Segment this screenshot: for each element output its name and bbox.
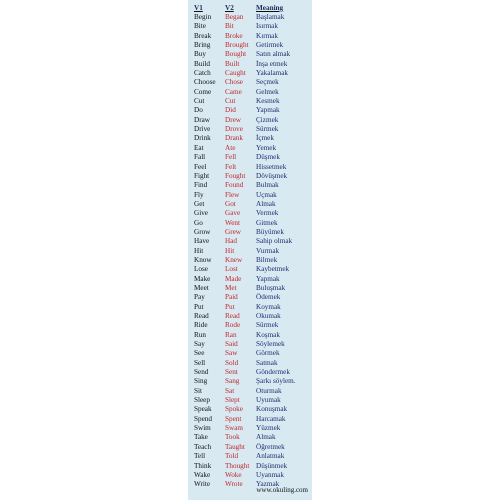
verb-v1: Sleep [194, 396, 210, 405]
verb-v2: Did [225, 106, 236, 115]
verb-v1: Feel [194, 162, 207, 171]
verb-v1: Eat [194, 143, 204, 152]
table-row [194, 88, 312, 97]
verb-v2: Went [225, 218, 240, 227]
verb-v1: Ride [194, 321, 208, 330]
verb-v1: Fly [194, 190, 204, 199]
table-row [194, 97, 312, 106]
verb-meaning: Satmak [256, 358, 278, 367]
verb-v1: Wake [194, 470, 211, 479]
verb-v1: Pay [194, 293, 205, 302]
verb-v2: Ate [225, 143, 236, 152]
header-v2: V2 [225, 4, 234, 12]
table-row [194, 387, 312, 396]
verb-v1: Give [194, 209, 208, 218]
verb-meaning: Gitmek [256, 218, 278, 227]
verb-meaning: Öğretmek [256, 442, 285, 451]
verb-v2: Woke [225, 470, 242, 479]
table-row [194, 312, 312, 321]
verb-v2: Brought [225, 41, 249, 50]
table-row [194, 78, 312, 87]
verb-v1: Have [194, 237, 210, 246]
verb-v2: Met [225, 283, 237, 292]
table-row [194, 321, 312, 330]
table-row [194, 368, 312, 377]
verb-v1: Say [194, 340, 205, 349]
verb-v2: Got [225, 199, 236, 208]
verb-v2: Came [225, 87, 242, 96]
verb-v1: Come [194, 87, 212, 96]
verb-v2: Sat [225, 386, 235, 395]
verb-v2: Chose [225, 78, 243, 87]
verb-v1: Grow [194, 227, 211, 236]
verb-v2: Put [225, 302, 235, 311]
verb-meaning: Kesmek [256, 97, 280, 106]
verb-meaning: İçmek [256, 134, 274, 143]
verb-v2: Rode [225, 321, 241, 330]
verb-meaning: Düşmek [256, 153, 280, 162]
table-row [194, 13, 312, 22]
verb-v2: Told [225, 452, 239, 461]
verb-meaning: Şarkı söylem. [256, 377, 296, 386]
table-row [194, 50, 312, 59]
verb-v2: Felt [225, 162, 237, 171]
verb-meaning: Başlamak [256, 13, 285, 21]
table-row [194, 424, 312, 433]
table-row [194, 284, 312, 293]
table-row [194, 60, 312, 69]
verb-v2: Fell [225, 153, 237, 162]
verb-v2: Knew [225, 255, 243, 264]
verb-meaning: Okumak [256, 312, 281, 320]
table-row [194, 377, 312, 386]
verb-v1: Tell [194, 452, 206, 461]
table-row [194, 163, 312, 172]
verb-v1: See [194, 349, 205, 358]
verb-v1: Find [194, 181, 208, 190]
table-row [194, 191, 312, 200]
verb-v1: Bring [194, 41, 211, 50]
verb-v2: Cut [225, 97, 236, 106]
table-row [194, 69, 312, 78]
table-row [194, 452, 312, 461]
table-row [194, 237, 312, 246]
table-row [194, 219, 312, 228]
verb-v2: Drove [225, 125, 243, 134]
verb-v1: Meet [194, 283, 209, 292]
verb-meaning: Isırmak [256, 22, 278, 31]
verb-v2: Sent [225, 368, 238, 377]
verb-v2: Saw [225, 349, 238, 358]
verb-v1: Put [194, 302, 204, 311]
verb-v2: Hit [225, 246, 235, 255]
verb-v1: Buy [194, 50, 206, 59]
verb-v2: Built [225, 59, 240, 68]
verb-meaning: Görmek [256, 349, 280, 358]
table-row [194, 275, 312, 284]
verb-v2: Found [225, 181, 244, 190]
verb-v2: Ran [225, 330, 237, 339]
verb-meaning: Vurmak [256, 246, 280, 255]
verb-meaning: Kırmak [256, 31, 278, 40]
verb-meaning: Düşünmek [256, 461, 288, 470]
verb-meaning: Yapmak [256, 274, 280, 283]
verb-meaning: Yüzmek [256, 424, 281, 433]
verb-meaning: Getirmek [256, 41, 284, 50]
verb-meaning: İnşa etmek [256, 59, 288, 68]
verb-v1: Take [194, 433, 208, 442]
verb-v1: Lose [194, 265, 208, 274]
verb-v1: Sit [194, 386, 202, 395]
verb-v2: Flew [225, 190, 240, 199]
table-row [194, 359, 312, 368]
verb-meaning: Yazmak [256, 480, 280, 489]
verb-v2: Caught [225, 69, 246, 78]
verb-v1: Begin [194, 13, 212, 21]
verb-meaning: Almak [256, 433, 276, 442]
table-row [194, 228, 312, 237]
verb-v1: Spend [194, 414, 212, 423]
verb-v1: Do [194, 106, 203, 115]
table-row [194, 153, 312, 162]
verb-v1: Build [194, 59, 210, 68]
verb-meaning: Hissetmek [256, 162, 287, 171]
verb-meaning: Kaybetmek [256, 265, 290, 274]
verb-table-sheet [188, 0, 312, 500]
verb-v2: Taught [225, 442, 245, 451]
table-row [194, 396, 312, 405]
table-row [194, 256, 312, 265]
verb-v1: Fight [194, 171, 210, 180]
verb-v1: Write [194, 480, 211, 489]
verb-v2: Slept [225, 396, 240, 405]
table-row [194, 247, 312, 256]
table-row [194, 181, 312, 190]
verb-v2: Broke [225, 31, 243, 40]
verb-meaning: Yakalamak [256, 69, 289, 78]
verb-meaning: Dövüşmek [256, 171, 288, 180]
verb-v1: Drink [194, 134, 211, 143]
verb-meaning: Yemek [256, 143, 277, 152]
table-row [194, 293, 312, 302]
verb-meaning: Uçmak [256, 190, 277, 199]
verb-v2: Read [225, 312, 240, 320]
verb-v2: Bought [225, 50, 247, 59]
verb-v2: Fought [225, 171, 246, 180]
verb-v2: Made [225, 274, 242, 283]
website-footer: www.okuling.com [256, 486, 308, 494]
verb-v1: Bite [194, 22, 206, 31]
table-row [194, 144, 312, 153]
verb-v1: Choose [194, 78, 216, 87]
verb-meaning: Göndermek [256, 368, 290, 377]
verb-meaning: Bulmak [256, 181, 279, 190]
table-row [194, 125, 312, 134]
verb-v1: Drive [194, 125, 211, 134]
verb-v2: Sold [225, 358, 239, 367]
verb-v2: Gave [225, 209, 241, 218]
verb-v1: Read [194, 312, 209, 320]
verb-meaning: Buluşmak [256, 283, 286, 292]
verb-meaning: Ödemek [256, 293, 281, 302]
verb-v2: Said [225, 340, 238, 349]
verb-meaning: Çizmek [256, 115, 279, 124]
verb-v2: Bit [225, 22, 234, 31]
verb-meaning: Koymak [256, 302, 281, 311]
verb-v1: Speak [194, 405, 212, 414]
table-row [194, 200, 312, 209]
table-row [194, 172, 312, 181]
table-row [194, 116, 312, 125]
table-row [194, 349, 312, 358]
verb-v2: Thought [225, 461, 250, 470]
verb-meaning: Sahip olmak [256, 237, 293, 246]
verb-meaning: Konuşmak [256, 405, 288, 414]
table-row [194, 405, 312, 414]
table-row [194, 134, 312, 143]
verb-meaning: Büyümek [256, 227, 284, 236]
table-row [194, 331, 312, 340]
verb-meaning: Uyumak [256, 396, 281, 405]
table-row [194, 22, 312, 31]
verb-v2: Swam [225, 424, 243, 433]
table-row [194, 303, 312, 312]
verb-v1: Draw [194, 115, 210, 124]
header-v1: V1 [194, 4, 203, 12]
header-meaning: Meaning [256, 4, 284, 12]
verb-v1: Sing [194, 377, 208, 386]
verb-meaning: Koşmak [256, 330, 280, 339]
verb-meaning: Almak [256, 199, 276, 208]
verb-meaning: Yapmak [256, 106, 280, 115]
table-row [194, 41, 312, 50]
verb-v2: Wrote [225, 480, 243, 489]
table-row [194, 443, 312, 452]
verb-v1: Go [194, 218, 203, 227]
verb-v1: Send [194, 368, 209, 377]
verb-meaning: Seçmek [256, 78, 279, 87]
verb-meaning: Anlatmak [256, 452, 285, 461]
verb-v2: Lost [225, 265, 238, 274]
table-row [194, 106, 312, 115]
verb-v1: Catch [194, 69, 211, 78]
verb-meaning: Bilmek [256, 255, 278, 264]
verb-v2: Drank [225, 134, 243, 143]
verb-v1: Cut [194, 97, 205, 106]
verb-list [194, 13, 312, 490]
verb-v2: Drew [225, 115, 241, 124]
table-row [194, 415, 312, 424]
table-row [194, 462, 312, 471]
verb-v1: Hit [194, 246, 204, 255]
verb-v1: Think [194, 461, 212, 470]
verb-v1: Sell [194, 358, 206, 367]
verb-meaning: Satın almak [256, 50, 291, 59]
verb-v1: Swim [194, 424, 211, 433]
table-row [194, 32, 312, 41]
verb-v1: Know [194, 255, 212, 264]
verb-meaning: Vermek [256, 209, 279, 218]
verb-meaning: Harcamak [256, 414, 286, 423]
verb-meaning: Gelmek [256, 87, 279, 96]
verb-v2: Paid [225, 293, 238, 302]
verb-v1: Teach [194, 442, 212, 451]
verb-v1: Run [194, 330, 206, 339]
verb-v1: Make [194, 274, 211, 283]
verb-v1: Fall [194, 153, 206, 162]
table-row [194, 209, 312, 218]
verb-meaning: Uyanmak [256, 470, 284, 479]
verb-v2: Had [225, 237, 237, 246]
table-row [194, 265, 312, 274]
verb-v2: Spent [225, 414, 242, 423]
verb-v2: Sang [225, 377, 240, 386]
table-row [194, 471, 312, 480]
verb-v2: Took [225, 433, 240, 442]
table-row [194, 433, 312, 442]
verb-v2: Began [225, 13, 244, 21]
verb-v2: Spoke [225, 405, 243, 414]
table-row [194, 340, 312, 349]
verb-meaning: Söylemek [256, 340, 285, 349]
verb-v2: Grew [225, 227, 241, 236]
verb-v1: Get [194, 199, 205, 208]
verb-meaning: Sürmek [256, 321, 279, 330]
verb-v1: Break [194, 31, 212, 40]
verb-meaning: Oturmak [256, 386, 282, 395]
verb-meaning: Sürmek [256, 125, 279, 134]
